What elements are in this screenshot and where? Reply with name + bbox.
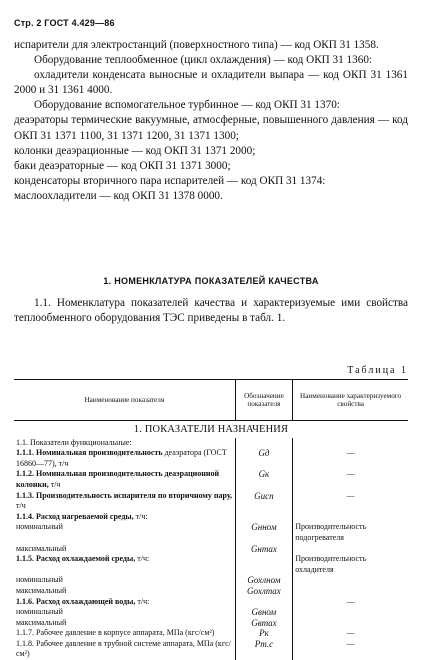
row-symbol: Pк [235,628,293,639]
row-name [14,438,235,449]
row-property [293,512,408,523]
table-row [14,448,408,469]
dash-mark: — [346,448,355,458]
row-name-bold: 1.1.4. Расход нагреваемой среды, [16,511,136,521]
row-name-text: т/ч: [137,596,150,606]
intro-line: Оборудование вспомогательное турбинное — код ОКП 31 1370: [34,99,340,112]
row-property [293,575,408,586]
header-property: Наименование характеризуемого свойства [293,380,408,421]
section-title: 1. НОМЕНКЛАТУРА ПОКАЗАТЕЛЕЙ КАЧЕСТВА [103,276,319,286]
row-property [293,544,408,555]
row-symbol: Gнном [235,522,293,543]
table-row [14,512,408,523]
table-header-row [14,380,408,421]
table-row [14,639,408,660]
row-name-text: 1.1. Показатели функциональные: [16,437,132,447]
row-property [293,597,408,608]
table-row [14,522,408,543]
row-name-bold: 1.1.3. Производительность испарителя по вторичному пару, [16,490,233,500]
row-name-bold: 1.1.2. Номинальная производительность деаэрационной колонки, [16,469,220,489]
row-symbol: Gохлmax [235,586,293,597]
table-row [14,438,408,449]
intro-line: охладители конденсата выносные и охладители выпара — код ОКП 31 1361 2000 и 31 1361 4000. [14,69,408,97]
row-symbol: Gвном [235,607,293,618]
table-row [14,575,408,586]
indicators-table [14,379,408,660]
dash-mark: — [346,490,355,500]
row-symbol: Pт.с [235,639,293,660]
table-row [14,544,408,555]
row-name [14,554,235,575]
intro-line: маслоохладители — код ОКП 31 1378 0000. [14,189,223,202]
row-symbol [235,512,293,523]
row-name-text: т/ч: [135,511,148,521]
table-row [14,618,408,629]
table-row [14,586,408,597]
row-property [293,618,408,629]
intro-line: баки деаэраторные — код ОКП 31 1371 3000; [14,159,231,172]
intro-line: деаэраторы термические вакуумные, атмосферные, повышенного давления — код ОКП 31 1371 1100, 31 1371 1200, 31 1371 1300; [14,114,408,142]
paragraph-1-1: 1.1. Номенклатура показателей качества и характеризуемые ими свойства теплообменного оборудования ТЭС приведены в табл. 1. [14,297,408,325]
table-row [14,554,408,575]
row-name-text: максимальный [16,585,67,595]
row-property [293,438,408,449]
header-name: Наименование показателя [14,380,235,421]
row-name-text: максимальный [16,543,67,553]
table-row [14,628,408,639]
intro-line: испарители для электростанций (поверхностного типа) — код ОКП 31 1358. [14,39,379,51]
row-property [293,607,408,618]
intro-line: колонки деаэрационные — код ОКП 31 1371 2000; [14,144,256,157]
row-name [14,618,235,629]
section-row-label: 1. ПОКАЗАТЕЛИ НАЗНАЧЕНИЯ [133,424,289,435]
table-row [14,491,408,512]
row-name [14,522,235,543]
row-symbol: Gисп [235,491,293,512]
row-property: Производительность охладителя [293,554,408,575]
row-name-bold: 1.1.5. Расход охлаждаемой среды, [16,554,138,564]
dash-mark: — [346,469,355,479]
row-name [14,575,235,586]
row-name [14,597,235,608]
row-property [293,448,408,469]
row-property [293,469,408,490]
row-name-text: максимальный [16,617,67,627]
dash-mark: — [346,638,355,648]
row-name-text: т/ч: [137,554,150,564]
row-name [14,607,235,618]
row-property: Производительность подогревателя [293,522,408,543]
row-name [14,628,235,639]
row-name-text: 1.1.8. Рабочее давление в трубной системе аппарата, МПа (кгс/см²) [16,638,231,659]
row-symbol: Gк [235,469,293,490]
row-name-text: номинальный [16,575,63,585]
row-name-text: номинальный [16,522,63,532]
row-symbol: Gвmax [235,618,293,629]
dash-mark: — [346,596,355,606]
row-name [14,448,235,469]
intro-line: конденсаторы вторичного пара испарителей — код ОКП 31 1374: [14,174,326,187]
page-header: Стр. 2 ГОСТ 4.429—86 [14,18,115,28]
row-property [293,491,408,512]
row-symbol [235,438,293,449]
table-label: Таблица 1 [347,365,408,376]
row-symbol [235,554,293,575]
row-name-bold: 1.1.1. Номинальная производительность [16,448,165,458]
row-name-bold: 1.1.6. Расход охлаждающей воды, [16,596,138,606]
row-property [293,639,408,660]
row-property [293,628,408,639]
header-symbol: Обозначение показателя [235,380,293,421]
intro-text [14,38,408,204]
row-name-text: деаэратора (ГОСТ 16860—77), т/ч [16,448,227,468]
row-name [14,544,235,555]
row-name [14,586,235,597]
row-symbol: Gнmax [235,544,293,555]
row-name-text: 1.1.7. Рабочее давление в корпусе аппарата, МПа (кгс/см²) [16,628,215,638]
row-name [14,639,235,660]
row-name [14,491,235,512]
table-row [14,469,408,490]
row-symbol [235,597,293,608]
row-symbol: Gохлном [235,575,293,586]
dash-mark: — [346,628,355,638]
table-section-row [14,421,408,438]
table-row [14,607,408,618]
row-name-text: т/ч [50,479,61,489]
row-symbol: Gд [235,448,293,469]
table-row [14,597,408,608]
row-name-text: т/ч [16,501,26,511]
row-name-text: номинальный [16,607,63,617]
row-name [14,469,235,490]
row-name [14,512,235,523]
intro-line: Оборудование теплообменное (цикл охлаждения) — код ОКП 31 1360: [34,54,373,67]
row-property [293,586,408,597]
